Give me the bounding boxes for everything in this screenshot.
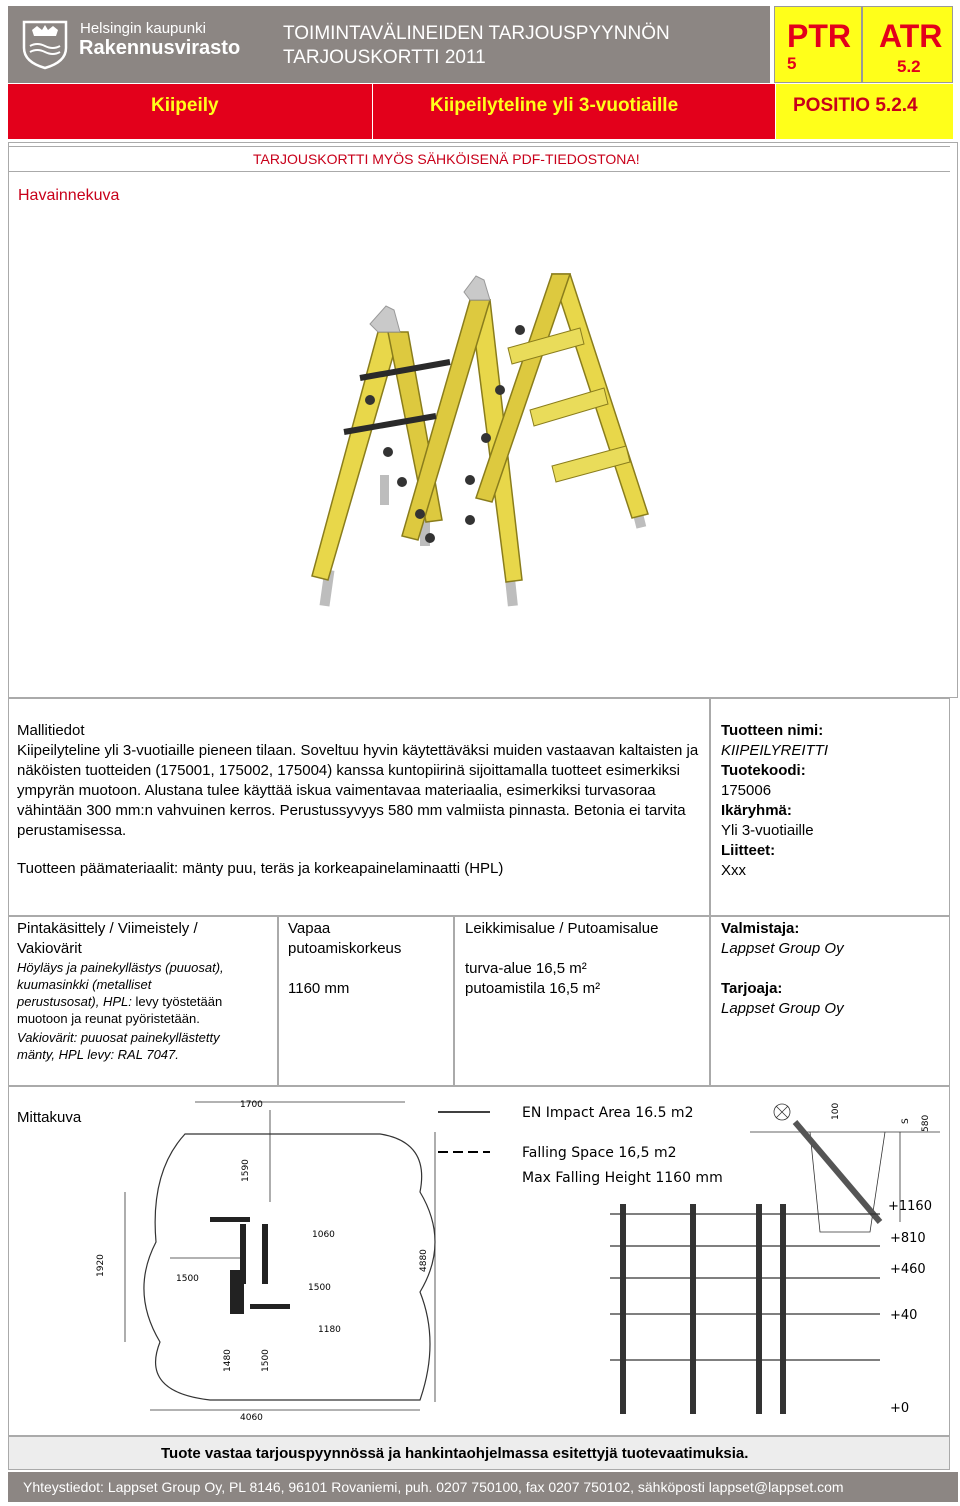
finish-line6: mänty, HPL levy: RAL 7047. xyxy=(17,1047,179,1062)
finish-line3 xyxy=(17,993,222,1010)
product-code-label: Tuotekoodi: xyxy=(721,762,806,779)
finish-line3a: perustusosat), HPL: xyxy=(17,994,132,1009)
manufacturer-box xyxy=(710,916,950,1086)
supplier-value: Lappset Group Oy xyxy=(721,1000,844,1017)
pdf-notice: TARJOUSKORTTI MYÖS SÄHKÖISENÄ PDF-TIEDOSTONA! xyxy=(253,151,640,167)
city-crest-icon xyxy=(20,18,70,70)
dim-s: S xyxy=(901,1118,911,1124)
play-area-line2: putoamistila 16,5 m² xyxy=(465,980,601,997)
product-info-box xyxy=(710,698,950,916)
dim-580: 580 xyxy=(921,1114,931,1132)
play-area-line1: turva-alue 16,5 m² xyxy=(465,960,587,977)
fall-height-value: 1160 mm xyxy=(288,980,350,997)
dim-top: 1700 xyxy=(240,1100,263,1110)
play-area-box xyxy=(454,916,710,1086)
supplier-label: Tarjoaja: xyxy=(721,980,783,997)
position-cell xyxy=(776,84,953,139)
dim-4060: 4060 xyxy=(240,1413,263,1423)
finish-box xyxy=(8,916,278,1086)
product-name-value: KIIPEILYREITTI xyxy=(721,742,828,759)
card-title-line1: TOIMINTAVÄLINEIDEN TARJOUSPYYNNÖN xyxy=(283,23,670,44)
contact-bar xyxy=(8,1472,958,1502)
dimension-drawing xyxy=(90,1092,950,1432)
height-0: +0 xyxy=(890,1401,910,1416)
finish-line4: muotoon ja reunat pyöristetään. xyxy=(17,1011,200,1026)
finish-line1: Höyläys ja painekyllästys (puuosat), xyxy=(17,960,224,975)
fall-height-box xyxy=(278,916,454,1086)
dim-1480: 1480 xyxy=(223,1349,233,1372)
model-info-heading: Mallitiedot xyxy=(17,722,85,739)
model-info-box xyxy=(8,698,710,916)
category-cell xyxy=(8,84,372,139)
manufacturer-value: Lappset Group Oy xyxy=(721,940,844,957)
dim-1500c: 1500 xyxy=(261,1349,271,1372)
height-1160: +1160 xyxy=(888,1199,932,1214)
product-illustration xyxy=(270,270,690,620)
position-label: POSITIO 5.2.4 xyxy=(793,95,918,116)
dim-1060: 1060 xyxy=(312,1230,335,1240)
fall-height-heading-line1: Vapaa xyxy=(288,920,331,937)
height-810: +810 xyxy=(890,1231,926,1246)
dim-4880: 4880 xyxy=(419,1249,429,1272)
requirement-text: Tuote vastaa tarjouspyynnössä ja hankintaohjelmassa esitettyjä tuotevaatimuksia. xyxy=(161,1445,749,1462)
age-group-value: Yli 3-vuotiaille xyxy=(721,822,814,839)
legend-max-height: Max Falling Height 1160 mm xyxy=(522,1170,723,1186)
finish-line3b: levy työstetään xyxy=(131,994,223,1009)
fall-height-heading-line2: putoamiskorkeus xyxy=(288,940,402,957)
drawing-label: Mittakuva xyxy=(17,1109,82,1126)
product-label: Kiipeilyteline yli 3-vuotiaille xyxy=(430,95,679,116)
dim-1590: 1590 xyxy=(241,1159,251,1182)
climbing-frame-image xyxy=(270,270,690,620)
dim-1500b: 1500 xyxy=(308,1283,331,1293)
atr-box xyxy=(862,6,953,83)
dim-1920: 1920 xyxy=(96,1254,106,1277)
card-title-line2: TARJOUSKORTTI 2011 xyxy=(283,47,486,68)
logo-line1: Helsingin kaupunki xyxy=(80,20,206,37)
finish-heading-line1: Pintakäsittely / Viimeistely / xyxy=(17,920,198,937)
model-info-paragraph: Kiipeilyteline yli 3-vuotiaille pieneen tilaan. Soveltuu hyvin käytettäväksi muiden vastaavan kaltaisten ja näköisten tuotteiden (175001, 175002, 175004) kanssa kuntopiirinä sijoittamalla tuotteet esimerkiksi ympyrän muotoon. Alustana tulee käyttää iskua vaimentavaa materiaalia, esimerkiksi turvasoraa vähintään 300 mm:n vahvuinen kerros. Perustussyvyys 580 mm valmiista pinnasta. Betonia ei tarvita perustamisessa. xyxy=(17,742,699,839)
legend-falling-space: Falling Space 16,5 m2 xyxy=(522,1145,677,1161)
illustration-label: Havainnekuva xyxy=(18,187,120,204)
product-name-label: Tuotteen nimi: xyxy=(721,722,824,739)
model-info-materials: Tuotteen päämateriaalit: mänty puu, teräs ja korkeapainelaminaatti (HPL) xyxy=(17,860,504,877)
dim-1500a: 1500 xyxy=(176,1274,199,1284)
legend-impact-area: EN Impact Area 16.5 m2 xyxy=(522,1105,694,1121)
product-code-value: 175006 xyxy=(721,782,772,799)
play-area-heading: Leikkimisalue / Putoamisalue xyxy=(465,920,659,937)
finish-line2: kuumasinkki (metalliset xyxy=(17,977,152,992)
requirement-bar xyxy=(8,1436,950,1470)
contact-text: Yhteystiedot: Lappset Group Oy, PL 8146, 96101 Rovaniemi, puh. 0207 750100, fax 0207 750102, sähköposti lappset@lappset.com xyxy=(23,1479,844,1495)
height-40: +40 xyxy=(890,1308,918,1323)
dim-1180: 1180 xyxy=(318,1325,341,1335)
logo-line2: Rakennusvirasto xyxy=(79,37,241,59)
finish-line5: Vakiovärit: puuosat painekyllästetty xyxy=(17,1030,220,1045)
attachments-label: Liitteet: xyxy=(721,842,776,859)
city-logo xyxy=(20,18,70,70)
dim-100: 100 xyxy=(831,1102,841,1120)
attachments-value: Xxx xyxy=(721,862,747,879)
ptr-box xyxy=(774,6,862,83)
atr-label: ATR xyxy=(879,18,943,54)
manufacturer-label: Valmistaja: xyxy=(721,920,800,937)
category-label: Kiipeily xyxy=(151,95,219,116)
finish-heading-line2: Vakiovärit xyxy=(17,940,82,957)
product-cell xyxy=(373,84,775,139)
ptr-label: PTR xyxy=(787,18,851,54)
height-460: +460 xyxy=(890,1262,926,1277)
atr-value: 5.2 xyxy=(897,57,921,76)
ptr-value: 5 xyxy=(787,54,797,73)
age-group-label: Ikäryhmä: xyxy=(721,802,792,819)
